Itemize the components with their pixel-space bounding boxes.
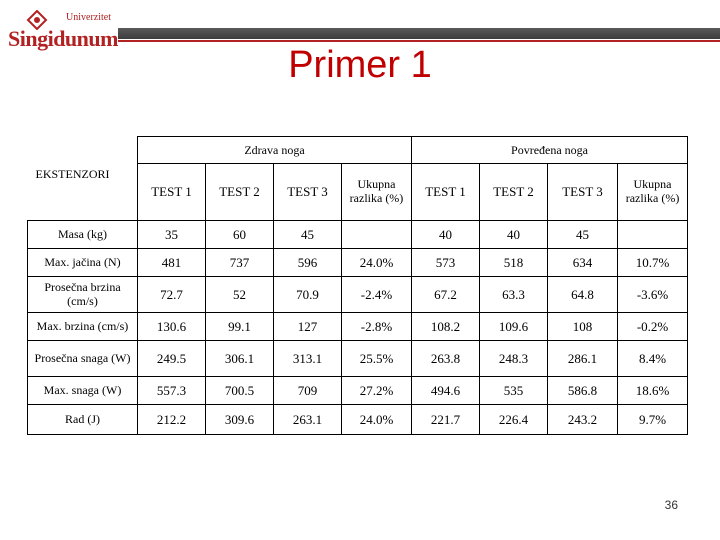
table-cell [618, 221, 688, 249]
table-cell: 45 [548, 221, 618, 249]
table-cell: 67.2 [412, 277, 480, 313]
column-header: TEST 1 [138, 164, 206, 221]
column-header: TEST 1 [412, 164, 480, 221]
logo-top-text: Univerzitet [66, 12, 111, 23]
table-cell: 27.2% [342, 377, 412, 405]
table-cell: 40 [480, 221, 548, 249]
table-cell: 24.0% [342, 405, 412, 435]
table-cell: 249.5 [138, 341, 206, 377]
page-number: 36 [664, 498, 678, 512]
column-header: TEST 2 [206, 164, 274, 221]
table-row [28, 377, 688, 405]
table-cell: 596 [274, 249, 342, 277]
table-cell: 573 [412, 249, 480, 277]
column-header: Ukupna razlika (%) [342, 164, 412, 221]
table-cell: 263.8 [412, 341, 480, 377]
table-cell: 535 [480, 377, 548, 405]
table-cell: 40 [412, 221, 480, 249]
table-cell: 127 [274, 313, 342, 341]
group-header-row [28, 137, 688, 164]
slide-title: Primer 1 [288, 44, 432, 86]
table-row [28, 249, 688, 277]
table-row [28, 221, 688, 249]
table-cell: 99.1 [206, 313, 274, 341]
table-cell: 243.2 [548, 405, 618, 435]
row-label: Max. snaga (W) [28, 377, 138, 405]
table-cell: 557.3 [138, 377, 206, 405]
table-cell: 70.9 [274, 277, 342, 313]
table-cell: 709 [274, 377, 342, 405]
row-label: Prosečna snaga (W) [28, 341, 138, 377]
table-cell: 481 [138, 249, 206, 277]
table-cell: 72.7 [138, 277, 206, 313]
results-table [27, 136, 688, 435]
table-cell: -3.6% [618, 277, 688, 313]
table-cell: 60 [206, 221, 274, 249]
corner-label: EKSTENZORI [28, 137, 138, 221]
table-cell: 63.3 [480, 277, 548, 313]
table-cell [342, 221, 412, 249]
table-cell: 221.7 [412, 405, 480, 435]
table-cell: 226.4 [480, 405, 548, 435]
table-cell: 248.3 [480, 341, 548, 377]
table-cell: 109.6 [480, 313, 548, 341]
table-cell: 108 [548, 313, 618, 341]
table-cell: 35 [138, 221, 206, 249]
table-cell: 10.7% [618, 249, 688, 277]
table-cell: 309.6 [206, 405, 274, 435]
table-cell: 634 [548, 249, 618, 277]
row-label: Rad (J) [28, 405, 138, 435]
row-label: Prosečna brzina (cm/s) [28, 277, 138, 313]
table-cell: 45 [274, 221, 342, 249]
table-row [28, 277, 688, 313]
table-cell: 130.6 [138, 313, 206, 341]
row-label: Max. jačina (N) [28, 249, 138, 277]
row-label: Max. brzina (cm/s) [28, 313, 138, 341]
column-header: TEST 3 [548, 164, 618, 221]
table-cell: 700.5 [206, 377, 274, 405]
column-header: TEST 2 [480, 164, 548, 221]
header-bar [118, 28, 720, 39]
column-header: Ukupna razlika (%) [618, 164, 688, 221]
table-cell: 737 [206, 249, 274, 277]
table-cell: 518 [480, 249, 548, 277]
table-row [28, 405, 688, 435]
table-cell: -2.8% [342, 313, 412, 341]
university-logo [6, 8, 118, 51]
table-cell: 9.7% [618, 405, 688, 435]
table-cell: 306.1 [206, 341, 274, 377]
table-row [28, 313, 688, 341]
row-label: Masa (kg) [28, 221, 138, 249]
table-cell: 108.2 [412, 313, 480, 341]
table-cell: 494.6 [412, 377, 480, 405]
column-header: TEST 3 [274, 164, 342, 221]
table-cell: 586.8 [548, 377, 618, 405]
table-cell: 212.2 [138, 405, 206, 435]
table-cell: 52 [206, 277, 274, 313]
group-header-healthy: Zdrava noga [138, 137, 412, 164]
header-accent-line [118, 40, 720, 42]
table-cell: 64.8 [548, 277, 618, 313]
logo-name: Singidunum [8, 26, 118, 51]
table-cell: 286.1 [548, 341, 618, 377]
table-cell: 25.5% [342, 341, 412, 377]
table-cell: 18.6% [618, 377, 688, 405]
table-cell: 24.0% [342, 249, 412, 277]
table-cell: 313.1 [274, 341, 342, 377]
table-cell: -2.4% [342, 277, 412, 313]
group-header-injured: Povređena noga [412, 137, 688, 164]
table-row [28, 341, 688, 377]
table-cell: 8.4% [618, 341, 688, 377]
table-cell: 263.1 [274, 405, 342, 435]
table-cell: -0.2% [618, 313, 688, 341]
